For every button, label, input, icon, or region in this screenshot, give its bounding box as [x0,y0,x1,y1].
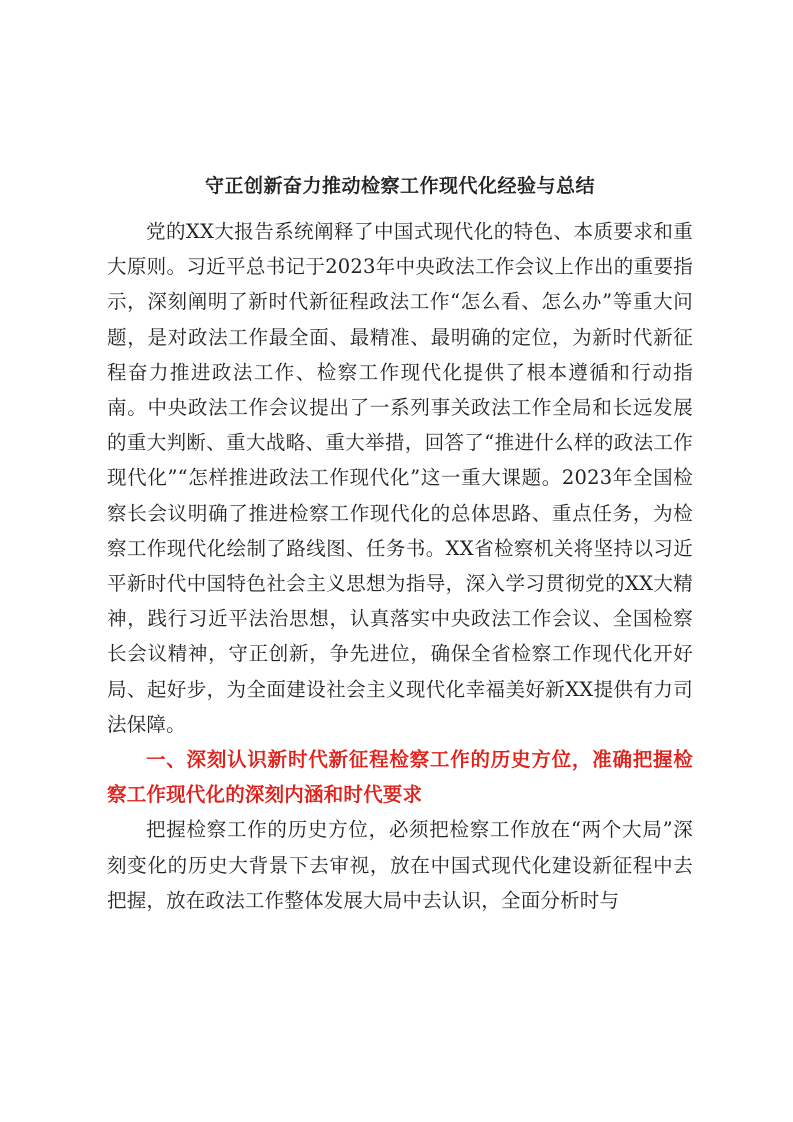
intro-paragraph: 党的XX大报告系统阐释了中国式现代化的特色、本质要求和重大原则。习近平总书记于2023年中央政法工作会议上作出的重要指示，深刻阐明了新时代新征程政法工作“怎么看、怎么办”等重大问题，是对政法工作最全面、最精准、最明确的定位，为新时代新征程奋力推进政法工作、检察工作现代化提供了根本遵循和行动指南。中央政法工作会议提出了一系列事关政法工作全局和长远发展的重大判断、重大战略、重大举措，回答了“推进什么样的政法工作现代化”“怎样推进政法工作现代化”这一重大课题。2023年全国检察长会议明确了推进检察工作现代化的总体思路、重点任务，为检察工作现代化绘制了路线图、任务书。XX省检察机关将坚持以习近平新时代中国特色社会主义思想为指导，深入学习贯彻党的XX大精神，践行习近平法治思想，认真落实中央政法工作会议、全国检察长会议精神，守正创新，争先进位，确保全省检察工作现代化开好局、起好步，为全面建设社会主义现代化幸福美好新XX提供有力司法保障。 [107,220,693,736]
section-1-heading: 一、深刻认识新时代新征程检察工作的历史方位，准确把握检察工作现代化的深刻内涵和时代要求 [107,748,693,807]
document-title: 守正创新奋力推动检察工作现代化经验与总结 [204,175,595,197]
document-body [107,168,693,918]
section-1-paragraph: 把握检察工作的历史方位，必须把检察工作放在“两个大局”深刻变化的历史大背景下去审视，放在中国式现代化建设新征程中去把握，放在政法工作整体发展大局中去认识，全面分析时与 [107,818,693,912]
